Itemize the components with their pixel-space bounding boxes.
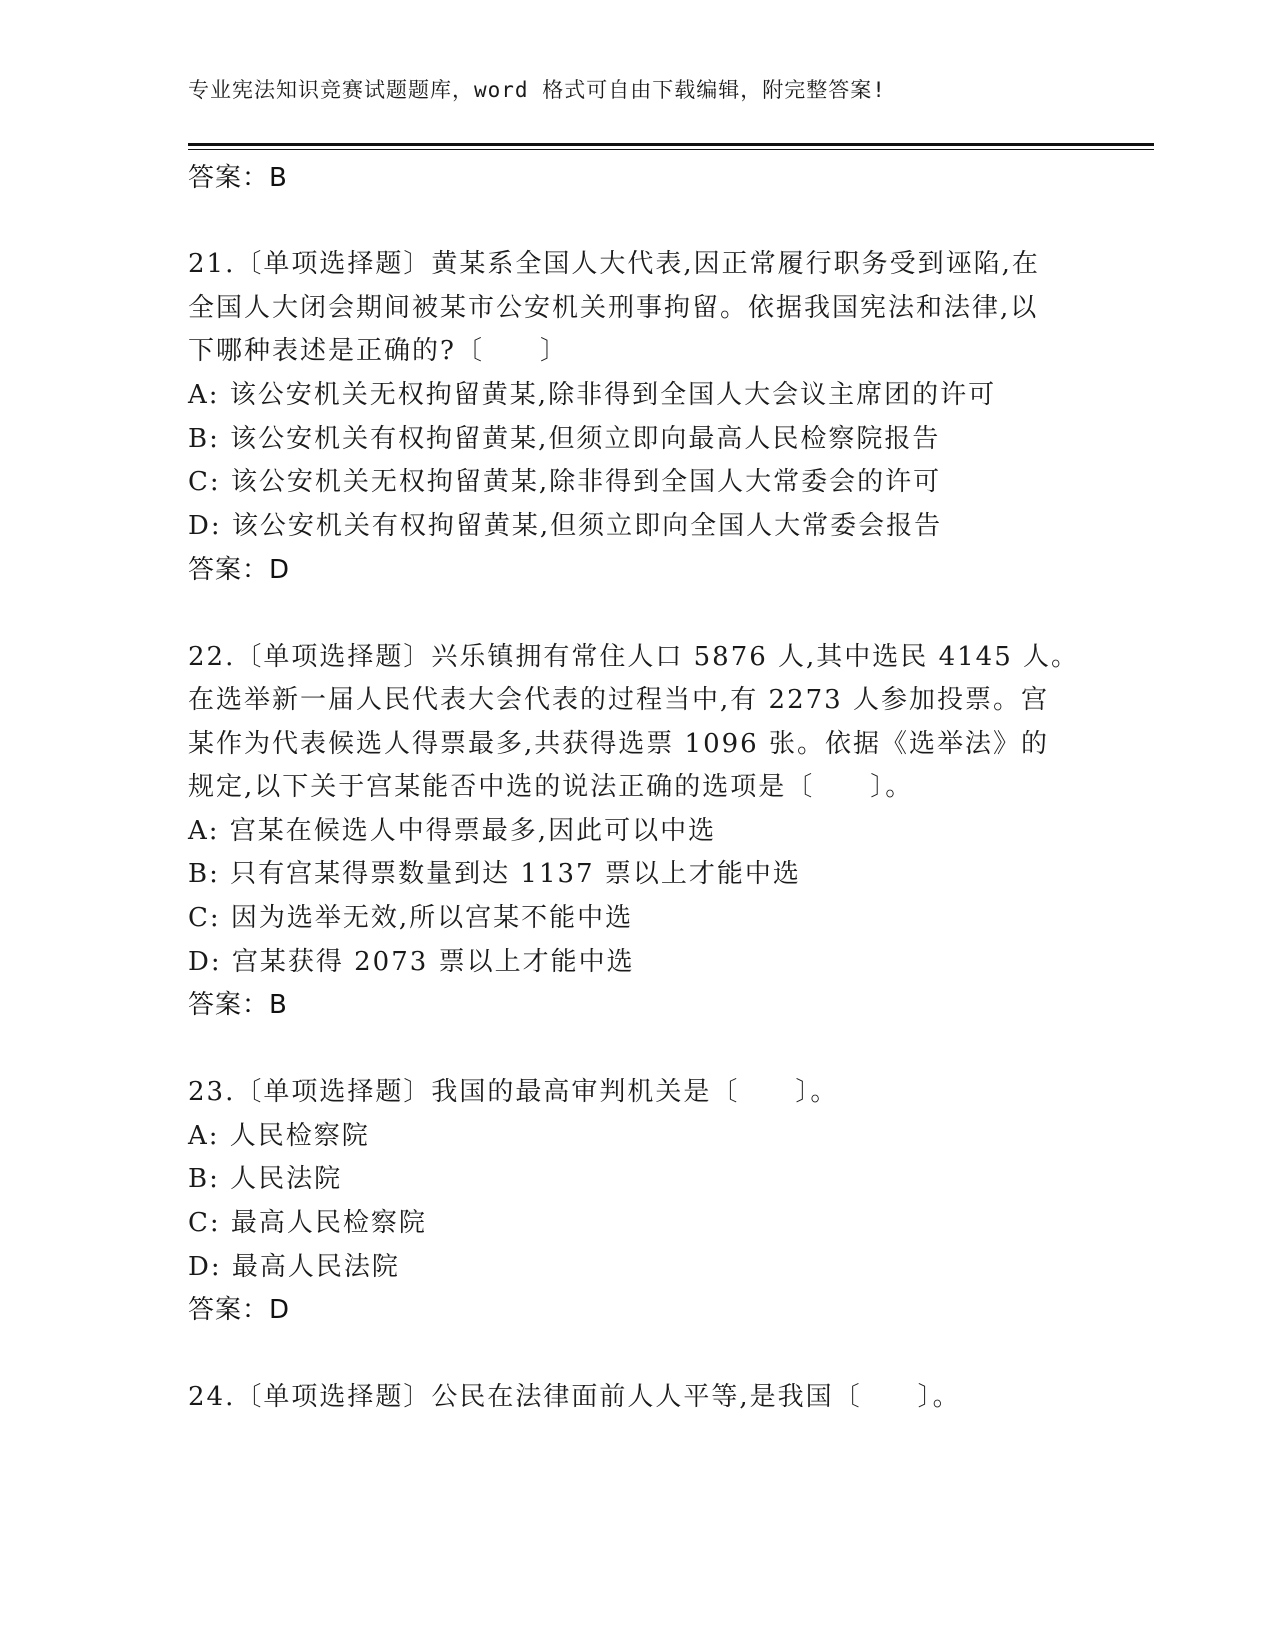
q21-option-d: D: 该公安机关有权拘留黄某,但须立即向全国人大常委会报告 — [188, 511, 943, 541]
header-rule-thick — [188, 143, 1154, 146]
q23-answer: 答案：D — [188, 1295, 291, 1325]
q22-option-b: B: 只有宫某得票数量到达 1137 票以上才能中选 — [188, 859, 801, 889]
q23-option-b: B: 人民法院 — [188, 1164, 343, 1194]
answer-previous: 答案：B — [188, 163, 288, 193]
q23-option-c: C: 最高人民检察院 — [188, 1208, 427, 1238]
q21-stem-line-3: 下哪种表述是正确的?〔 〕 — [188, 336, 568, 366]
q23-option-d: D: 最高人民法院 — [188, 1252, 400, 1282]
q22-option-a: A: 宫某在候选人中得票最多,因此可以中选 — [188, 816, 717, 846]
q24-stem-line-1: 24.〔单项选择题〕公民在法律面前人人平等,是我国〔 〕。 — [188, 1382, 961, 1412]
q22-option-c: C: 因为选举无效,所以宫某不能中选 — [188, 903, 634, 933]
q22-stem-line-1: 22.〔单项选择题〕兴乐镇拥有常住人口 5876 人,其中选民 4145 人。 — [188, 642, 1080, 672]
q23-stem-line-1: 23.〔单项选择题〕我国的最高审判机关是〔 〕。 — [188, 1077, 839, 1107]
q21-option-b: B: 该公安机关有权拘留黄某,但须立即向最高人民检察院报告 — [188, 424, 941, 454]
q23-option-a: A: 人民检察院 — [188, 1121, 370, 1151]
q21-option-c: C: 该公安机关无权拘留黄某,除非得到全国人大常委会的许可 — [188, 467, 942, 497]
q21-option-a: A: 该公安机关无权拘留黄某,除非得到全国人大会议主席团的许可 — [188, 380, 997, 410]
q22-stem-line-3: 某作为代表候选人得票最多,共获得选票 1096 张。依据《选举法》的 — [188, 729, 1049, 759]
q21-answer: 答案：D — [188, 555, 291, 585]
q22-option-d: D: 宫某获得 2073 票以上才能中选 — [188, 947, 635, 977]
q21-stem-line-2: 全国人大闭会期间被某市公安机关刑事拘留。依据我国宪法和法律,以 — [188, 293, 1039, 323]
q22-stem-line-4: 规定,以下关于宫某能否中选的说法正确的选项是〔 〕。 — [188, 772, 914, 802]
q21-stem-line-1: 21.〔单项选择题〕黄某系全国人大代表,因正常履行职务受到诬陷,在 — [188, 249, 1040, 279]
header-rule-thin — [188, 149, 1154, 150]
q22-stem-line-2: 在选举新一届人民代表大会代表的过程当中,有 2273 人参加投票。宫 — [188, 685, 1049, 715]
page-header: 专业宪法知识竞赛试题题库，word 格式可自由下载编辑，附完整答案! — [188, 78, 886, 102]
q22-answer: 答案：B — [188, 990, 288, 1020]
